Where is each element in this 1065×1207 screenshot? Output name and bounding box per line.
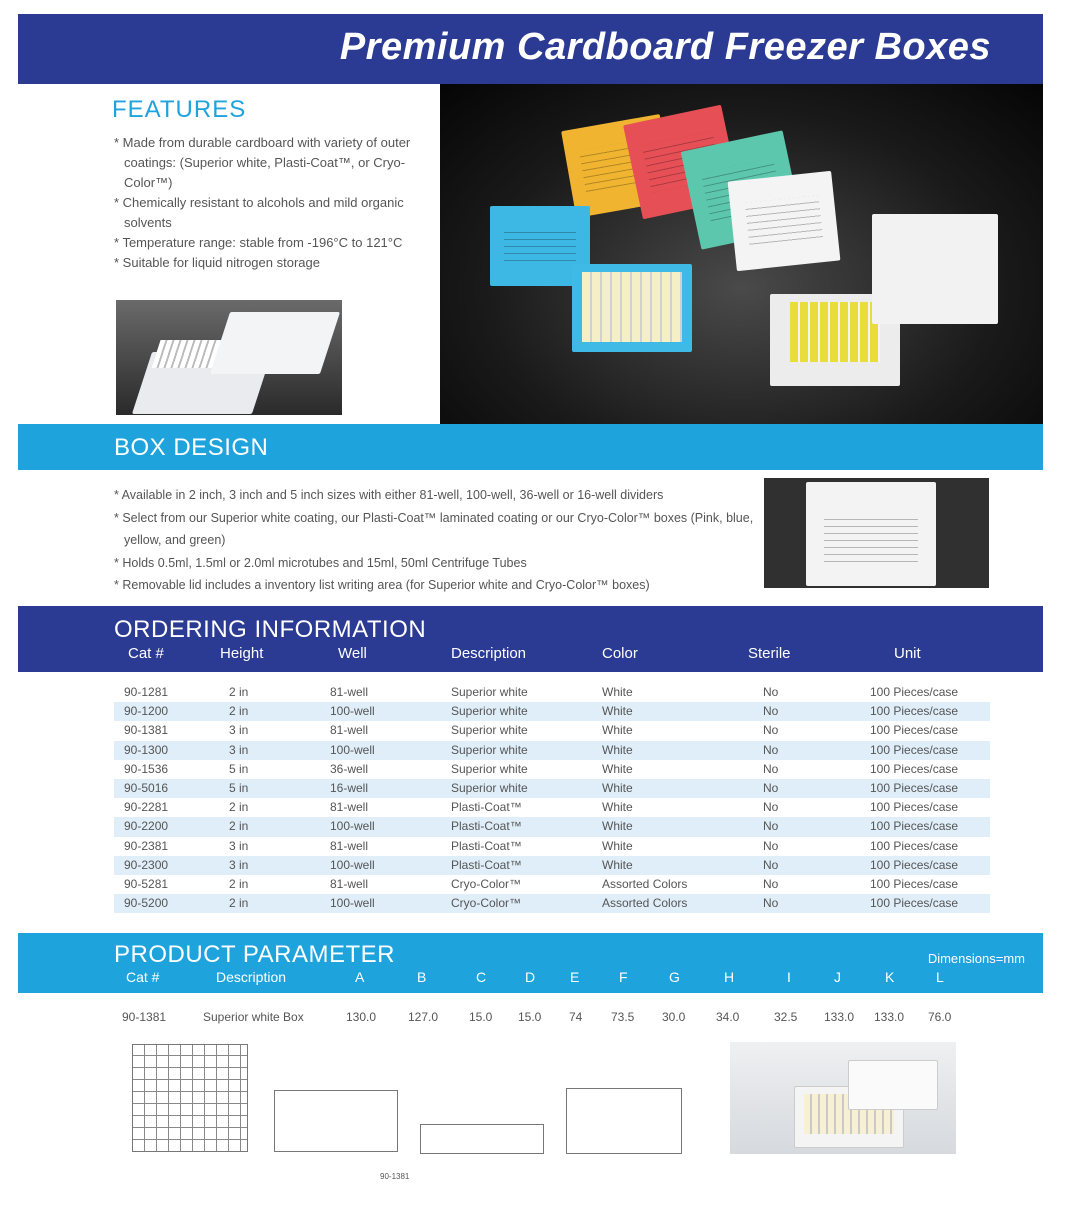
table-cell: 100 Pieces/case (870, 876, 959, 891)
table-cell: 3 in (229, 723, 249, 738)
table-cell: 81-well (330, 800, 369, 815)
table-cell: No (763, 857, 779, 872)
table-cell: 90-2200 (124, 819, 169, 834)
table-cell: 81-well (330, 723, 369, 738)
table-cell: 100 Pieces/case (870, 704, 959, 719)
open-box-with-tubes-photo (730, 1042, 956, 1154)
table-cell: 3 in (229, 742, 249, 757)
table-cell: No (763, 876, 779, 891)
col-well: Well (338, 645, 367, 662)
table-row (114, 702, 990, 721)
table-cell: Plasti-Coat™ (451, 819, 522, 834)
table-cell: 100-well (330, 896, 375, 911)
param-col: Description (216, 969, 287, 985)
table-cell: 100 Pieces/case (870, 896, 959, 911)
table-cell: 36-well (330, 761, 369, 776)
param-cell: 133.0 (824, 1010, 855, 1024)
parameter-banner (18, 933, 1043, 993)
table-cell: White (602, 838, 633, 853)
ordering-heading: ORDERING INFORMATION (114, 616, 427, 643)
feature-item: * Temperature range: stable from -196°C to 121°C (114, 233, 424, 253)
param-col: K (885, 969, 895, 985)
table-cell: Plasti-Coat™ (451, 857, 522, 872)
table-cell: Plasti-Coat™ (451, 838, 522, 853)
features-heading: FEATURES (112, 96, 247, 123)
table-cell: 100 Pieces/case (870, 800, 959, 815)
table-row (114, 741, 990, 760)
feature-item: * Chemically resistant to alcohols and mild organic solvents (114, 193, 424, 233)
table-row (114, 856, 990, 875)
table-row (114, 683, 990, 702)
param-col: J (834, 969, 841, 985)
dimensions-note: Dimensions=mm (927, 951, 1025, 966)
table-cell: 100-well (330, 819, 375, 834)
table-cell: 90-1536 (124, 761, 169, 776)
table-cell: No (763, 685, 779, 699)
param-cell: 32.5 (774, 1010, 798, 1024)
box-design-banner (18, 424, 1043, 470)
table-cell: 100 Pieces/case (870, 685, 959, 699)
table-cell: 81-well (330, 876, 369, 891)
table-cell: 100 Pieces/case (870, 742, 959, 757)
table-cell: Assorted Colors (602, 896, 688, 911)
param-col: D (525, 969, 536, 985)
table-cell: 100 Pieces/case (870, 819, 959, 834)
param-cell: 15.0 (518, 1010, 542, 1024)
table-cell: 3 in (229, 838, 249, 853)
table-row (114, 894, 990, 913)
white-box-tubes (790, 302, 880, 362)
feature-item: * Suitable for liquid nitrogen storage (114, 253, 424, 273)
param-cell: 76.0 (928, 1010, 952, 1024)
drawing-top-view-grid (132, 1044, 248, 1152)
table-cell: White (602, 742, 633, 757)
table-cell: 3 in (229, 857, 249, 872)
param-cell: 73.5 (611, 1010, 635, 1024)
table-cell: 100 Pieces/case (870, 780, 959, 795)
photo-box-lid (848, 1060, 938, 1110)
table-cell: White (602, 685, 633, 699)
table-cell: Superior white (451, 685, 528, 699)
table-cell: 2 in (229, 876, 249, 891)
param-cell: Superior white Box (203, 1010, 304, 1024)
col-sterile: Sterile (748, 645, 791, 662)
table-cell: Superior white (451, 704, 528, 719)
white-lid (806, 482, 936, 586)
table-cell: 90-1200 (124, 704, 169, 719)
table-cell: Cryo-Color™ (451, 876, 522, 891)
param-col: G (669, 969, 680, 985)
page-title: Premium Cardboard Freezer Boxes (339, 26, 991, 68)
param-cell: 30.0 (662, 1010, 686, 1024)
small-box-photo (116, 300, 342, 415)
drawing-side-view-lid (274, 1090, 398, 1152)
table-cell: 2 in (229, 704, 249, 719)
table-cell: 90-2300 (124, 857, 169, 872)
lid-writing-area-photo (764, 478, 989, 588)
table-cell: White (602, 704, 633, 719)
table-cell: 100-well (330, 704, 375, 719)
table-cell: White (602, 780, 633, 795)
table-row (114, 779, 990, 798)
table-cell: 2 in (229, 685, 249, 699)
drawing-side-view-assembled (566, 1088, 682, 1154)
table-cell: Superior white (451, 761, 528, 776)
table-cell: Cryo-Color™ (451, 896, 522, 911)
table-cell: 100-well (330, 742, 375, 757)
box-design-item: * Available in 2 inch, 3 inch and 5 inch sizes with either 81-well, 100-well, 36-well or 16-well dividers (114, 484, 754, 507)
table-cell: Assorted Colors (602, 876, 688, 891)
table-cell: 100 Pieces/case (870, 838, 959, 853)
table-row (114, 760, 990, 779)
table-cell: 90-5016 (124, 780, 169, 795)
param-cell: 34.0 (716, 1010, 740, 1024)
title-banner (18, 14, 1043, 84)
table-row (114, 837, 990, 856)
table-cell: No (763, 838, 779, 853)
table-cell: 5 in (229, 761, 249, 776)
features-list (114, 133, 424, 273)
table-row (114, 721, 990, 740)
param-col: Cat # (126, 969, 160, 985)
table-cell: 90-1381 (124, 723, 169, 738)
param-cell: 90-1381 (122, 1010, 167, 1024)
table-cell: Plasti-Coat™ (451, 800, 522, 815)
param-col: I (787, 969, 791, 985)
param-col: C (476, 969, 487, 985)
table-cell: 90-1300 (124, 742, 169, 757)
table-cell: Superior white (451, 742, 528, 757)
table-cell: No (763, 742, 779, 757)
table-cell: 90-1281 (124, 685, 169, 699)
feature-item: * Made from durable cardboard with variety of outer coatings: (Superior white, Plasti-Coat™, or Cryo-Color™) (114, 133, 424, 193)
table-cell: 100-well (330, 857, 375, 872)
table-cell: White (602, 857, 633, 872)
param-cell: 74 (569, 1010, 583, 1024)
param-col: H (724, 969, 735, 985)
table-cell: 5 in (229, 780, 249, 795)
param-col: B (417, 969, 427, 985)
col-color: Color (602, 645, 638, 662)
param-col: A (355, 969, 365, 985)
box-lid (210, 312, 340, 374)
table-cell: Superior white (451, 780, 528, 795)
drawing-side-view-base (420, 1124, 544, 1154)
table-cell: 100 Pieces/case (870, 723, 959, 738)
hero-photo-colored-boxes (440, 84, 1043, 424)
box-design-item: * Holds 0.5ml, 1.5ml or 2.0ml microtubes and 15ml, 50ml Centrifuge Tubes (114, 552, 754, 575)
box-design-list (114, 484, 754, 597)
table-cell: 90-2281 (124, 800, 169, 815)
param-cell: 130.0 (346, 1010, 377, 1024)
table-cell: 90-5281 (124, 876, 169, 891)
blue-box-tubes (582, 272, 682, 342)
table-cell: 16-well (330, 780, 369, 795)
box-design-heading: BOX DESIGN (114, 434, 269, 461)
table-cell: 90-2381 (124, 838, 169, 853)
table-cell: No (763, 761, 779, 776)
table-cell: 81-well (330, 838, 369, 853)
white-box-closed (872, 214, 998, 324)
param-cell: 15.0 (469, 1010, 493, 1024)
parameter-row (0, 1010, 1065, 1028)
ordering-banner (18, 606, 1043, 672)
table-cell: No (763, 780, 779, 795)
table-cell: White (602, 723, 633, 738)
box-design-item: * Removable lid includes a inventory list writing area (for Superior white and Cryo-Color™ boxes) (114, 574, 754, 597)
table-cell: No (763, 819, 779, 834)
drawing-label: 90-1381 (380, 1172, 410, 1181)
table-cell: 90-5200 (124, 896, 169, 911)
table-cell: Superior white (451, 723, 528, 738)
col-unit: Unit (894, 645, 921, 662)
col-height: Height (220, 645, 264, 662)
param-col: F (619, 969, 628, 985)
param-cell: 127.0 (408, 1010, 439, 1024)
table-cell: White (602, 819, 633, 834)
table-cell: No (763, 704, 779, 719)
col-cat: Cat # (128, 645, 164, 662)
table-cell: 2 in (229, 819, 249, 834)
table-cell: No (763, 800, 779, 815)
table-cell: 2 in (229, 800, 249, 815)
parameter-heading: PRODUCT PARAMETER (114, 941, 395, 968)
white-lid-box (728, 171, 841, 271)
table-row (114, 798, 990, 817)
table-cell: 81-well (330, 685, 369, 699)
param-col: L (936, 969, 944, 985)
table-cell: 2 in (229, 896, 249, 911)
table-cell: 100 Pieces/case (870, 761, 959, 776)
table-cell: White (602, 761, 633, 776)
param-cell: 133.0 (874, 1010, 905, 1024)
table-cell: 100 Pieces/case (870, 857, 959, 872)
table-cell: No (763, 896, 779, 911)
box-design-item: * Select from our Superior white coating, our Plasti-Coat™ laminated coating or our Cryo-Color™ boxes (Pink, blue, yellow, and green) (114, 507, 754, 552)
table-cell: White (602, 800, 633, 815)
table-row (114, 875, 990, 894)
table-row (114, 817, 990, 836)
table-cell: No (763, 723, 779, 738)
col-description: Description (451, 645, 527, 662)
param-col: E (570, 969, 580, 985)
ordering-table (114, 683, 990, 913)
